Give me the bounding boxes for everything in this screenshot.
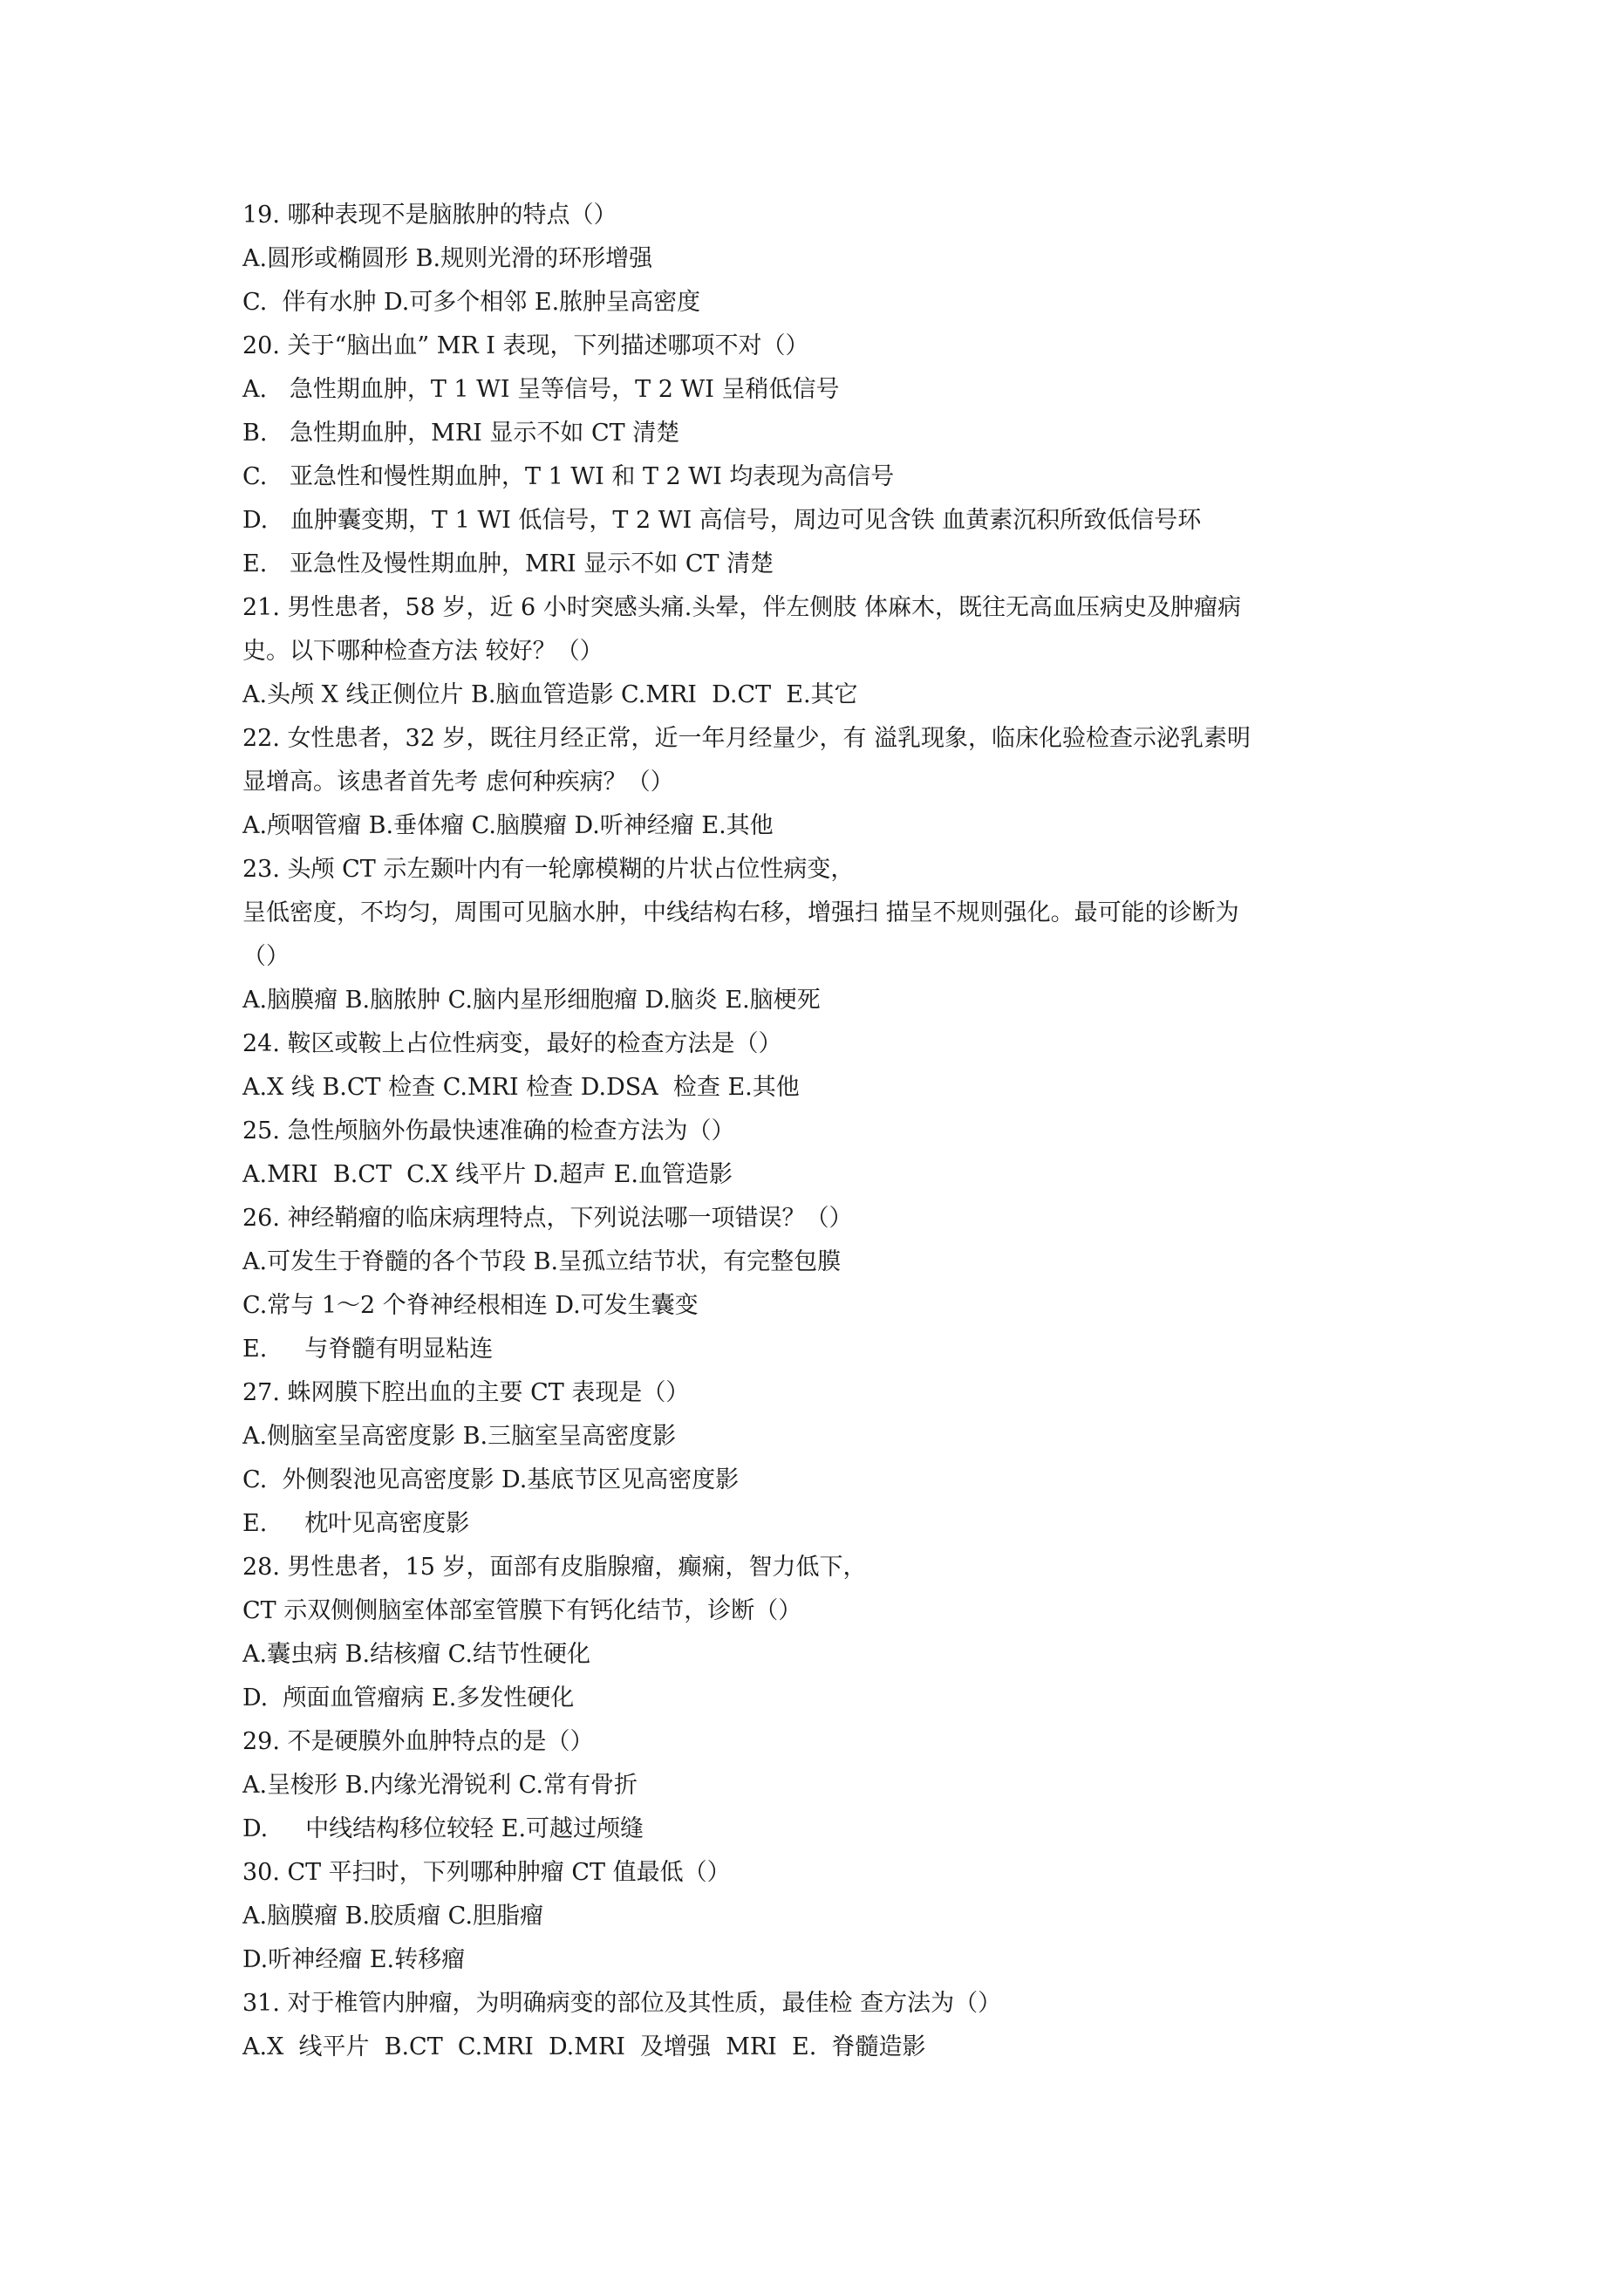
question-27-stem: 27. 蛛网膜下腔出血的主要 CT 表现是（） — [242, 1379, 690, 1406]
question-25-options: A.MRI B.CT C.X 线平片 D.超声 E.血管造影 — [242, 1161, 733, 1188]
question-27-options-cd: C. 外侧裂池见高密度影 D.基底节区见高密度影 — [242, 1466, 740, 1493]
question-29-options-abc: A.呈梭形 B.内缘光滑锐利 C.常有骨折 — [242, 1772, 638, 1799]
question-28-stem-continued: CT 示双侧侧脑室体部室管膜下有钙化结节，诊断（） — [242, 1597, 802, 1624]
question-20-option-d: D. 血肿囊变期，T 1 WI 低信号，T 2 WI 高信号，周边可见含铁 血黄素沉积所致低信号环 — [242, 507, 1202, 534]
question-28-stem: 28. 男性患者，15 岁，面部有皮脂腺瘤，癫痫，智力低下， — [242, 1554, 867, 1581]
question-text-block — [242, 194, 1394, 2069]
question-21-stem-continued: 史。以下哪种检查方法 较好？（） — [242, 638, 604, 665]
question-26-options-ab: A.可发生于脊髓的各个节段 B.呈孤立结节状，有完整包膜 — [242, 1248, 842, 1275]
question-19-options-ab: A.圆形或椭圆形 B.规则光滑的环形增强 — [242, 245, 653, 272]
question-24-stem: 24. 鞍区或鞍上占位性病变，最好的检查方法是（） — [242, 1030, 782, 1057]
question-22-options: A.颅咽管瘤 B.垂体瘤 C.脑膜瘤 D.听神经瘤 E.其他 — [242, 812, 774, 839]
question-23-stem-continued: 呈低密度，不均匀，周围可见脑水肿，中线结构右移，增强扫 描呈不规则强化。最可能的诊断为 — [242, 899, 1239, 926]
question-20-option-b: B. 急性期血肿，MRI 显示不如 CT 清楚 — [242, 420, 680, 447]
question-30-options-de: D.听神经瘤 E.转移瘤 — [242, 1946, 466, 1973]
question-20-stem: 20. 关于“脑出血” MR I 表现，下列描述哪项不对（） — [242, 332, 809, 359]
question-23-answer-blank: （） — [242, 943, 290, 970]
question-26-options-cd: C.常与 1〜2 个脊神经根相连 D.可发生囊变 — [242, 1292, 699, 1319]
question-22-stem-continued: 显增高。该患者首先考 虑何种疾病？（） — [242, 769, 674, 796]
question-23-options: A.脑膜瘤 B.脑脓肿 C.脑内星形细胞瘤 D.脑炎 E.脑梗死 — [242, 987, 821, 1014]
question-30-options-abc: A.脑膜瘤 B.胶质瘤 C.胆脂瘤 — [242, 1903, 543, 1930]
question-20-option-c: C. 亚急性和慢性期血肿，T 1 WI 和 T 2 WI 均表现为高信号 — [242, 463, 895, 490]
question-31-stem: 31. 对于椎管内肿瘤，为明确病变的部位及其性质，最佳检 查方法为（） — [242, 1990, 1002, 2017]
question-28-options-abc: A.囊虫病 B.结核瘤 C.结节性硬化 — [242, 1641, 590, 1668]
question-25-stem: 25. 急性颅脑外伤最快速准确的检查方法为（） — [242, 1117, 735, 1145]
question-26-stem: 26. 神经鞘瘤的临床病理特点，下列说法哪一项错误？（） — [242, 1205, 853, 1232]
question-24-options: A.X 线 B.CT 检查 C.MRI 检查 D.DSA 检查 E.其他 — [242, 1074, 800, 1101]
question-21-options: A.头颅 X 线正侧位片 B.脑血管造影 C.MRI D.CT E.其它 — [242, 681, 858, 708]
question-30-stem: 30. CT 平扫时，下列哪种肿瘤 CT 值最低（） — [242, 1859, 731, 1886]
question-20-option-e: E. 亚急性及慢性期血肿，MRI 显示不如 CT 清楚 — [242, 550, 774, 577]
question-29-stem: 29. 不是硬膜外血肿特点的是（） — [242, 1728, 594, 1755]
question-29-options-de: D. 中线结构移位较轻 E.可越过颅缝 — [242, 1815, 644, 1842]
question-27-option-e: E. 枕叶见高密度影 — [242, 1510, 470, 1537]
question-21-stem: 21. 男性患者，58 岁，近 6 小时突感头痛.头晕，伴左侧肢 体麻木，既往无高血压病史及肿瘤病 — [242, 594, 1241, 621]
question-19-stem: 19. 哪种表现不是脑脓肿的特点（） — [242, 202, 617, 229]
question-26-option-e: E. 与脊髓有明显粘连 — [242, 1336, 494, 1363]
question-19-options-cde: C. 伴有水肿 D.可多个相邻 E.脓肿呈高密度 — [242, 289, 701, 316]
question-28-options-de: D. 颅面血管瘤病 E.多发性硬化 — [242, 1684, 575, 1712]
question-27-options-ab: A.侧脑室呈高密度影 B.三脑室呈高密度影 — [242, 1423, 677, 1450]
question-20-option-a: A. 急性期血肿，T 1 WI 呈等信号，T 2 WI 呈稍低信号 — [242, 376, 840, 403]
question-22-stem: 22. 女性患者，32 岁，既往月经正常，近一年月经量少，有 溢乳现象，临床化验检查示泌乳素明 — [242, 725, 1251, 752]
question-31-options: A.X 线平片 B.CT C.MRI D.MRI 及增强 MRI E. 脊髓造影 — [242, 2033, 926, 2060]
question-23-stem: 23. 头颅 CT 示左颞叶内有一轮廓模糊的片状占位性病变， — [242, 856, 855, 883]
